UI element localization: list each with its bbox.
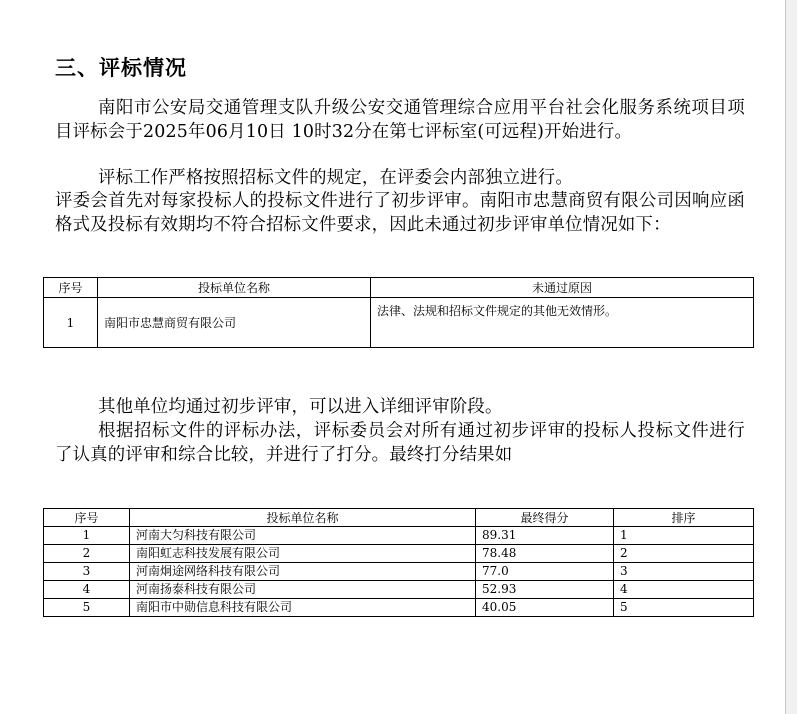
column-header: 投标单位名称	[130, 509, 476, 527]
score-results-table	[43, 508, 754, 617]
section-heading: 三、评标情况	[55, 56, 187, 80]
cell-index: 1	[44, 527, 130, 545]
cell-rank: 2	[614, 545, 754, 563]
paragraph-passed-note: 其他单位均通过初步评审，可以进入详细评审阶段。	[98, 397, 503, 417]
cell-score: 78.48	[476, 545, 614, 563]
column-header: 排序	[614, 509, 754, 527]
paragraph-intro: 南阳市公安局交通管理支队升级公安交通管理综合应用平台社会化服务系统项目项目评标会于2025年06月10日 10时32分在第七评标室(可远程)开始进行。	[55, 98, 745, 142]
paragraph-preliminary-review: 评委会首先对每家投标人的投标文件进行了初步评审。南阳市忠慧商贸有限公司因响应函格式及投标有效期均不符合招标文件要求，因此未通过初步评审单位情况如下：	[55, 191, 745, 235]
cell-index: 3	[44, 563, 130, 581]
column-header: 序号	[44, 509, 130, 527]
cell-rank: 3	[614, 563, 754, 581]
paragraph-procedure: 评标工作严格按照招标文件的规定，在评委会内部独立进行。	[98, 168, 573, 188]
cell-score: 40.05	[476, 599, 614, 617]
table-header-row	[44, 509, 754, 527]
vertical-scrollbar[interactable]	[786, 0, 797, 714]
cell-rank: 4	[614, 581, 754, 599]
cell-bidder-name: 南阳市忠慧商贸有限公司	[98, 298, 371, 348]
cell-index: 1	[44, 298, 98, 348]
table-header-row	[44, 278, 754, 298]
table-row	[44, 545, 754, 563]
table-row	[44, 563, 754, 581]
cell-rank: 1	[614, 527, 754, 545]
table-row	[44, 581, 754, 599]
column-header: 序号	[44, 278, 98, 298]
table-row	[44, 599, 754, 617]
cell-bidder-name: 河南炯途网络科技有限公司	[130, 563, 476, 581]
cell-failure-reason: 法律、法规和招标文件规定的其他无效情形。	[371, 298, 754, 348]
cell-score: 52.93	[476, 581, 614, 599]
cell-index: 2	[44, 545, 130, 563]
cell-bidder-name: 河南大匀科技有限公司	[130, 527, 476, 545]
failed-bidders-table	[43, 277, 754, 348]
cell-index: 4	[44, 581, 130, 599]
column-header: 最终得分	[476, 509, 614, 527]
cell-score: 77.0	[476, 563, 614, 581]
cell-index: 5	[44, 599, 130, 617]
column-header: 投标单位名称	[98, 278, 371, 298]
cell-bidder-name: 南阳市中勋信息科技有限公司	[130, 599, 476, 617]
cell-rank: 5	[614, 599, 754, 617]
table-row	[44, 527, 754, 545]
cell-bidder-name: 河南扬泰科技有限公司	[130, 581, 476, 599]
table-row	[44, 298, 754, 348]
cell-bidder-name: 南阳虹志科技发展有限公司	[130, 545, 476, 563]
paragraph-scoring: 根据招标文件的评标办法，评标委员会对所有通过初步评审的投标人投标文件进行了认真的评审和综合比较，并进行了打分。最终打分结果如	[55, 421, 745, 465]
column-header: 未通过原因	[371, 278, 754, 298]
cell-score: 89.31	[476, 527, 614, 545]
